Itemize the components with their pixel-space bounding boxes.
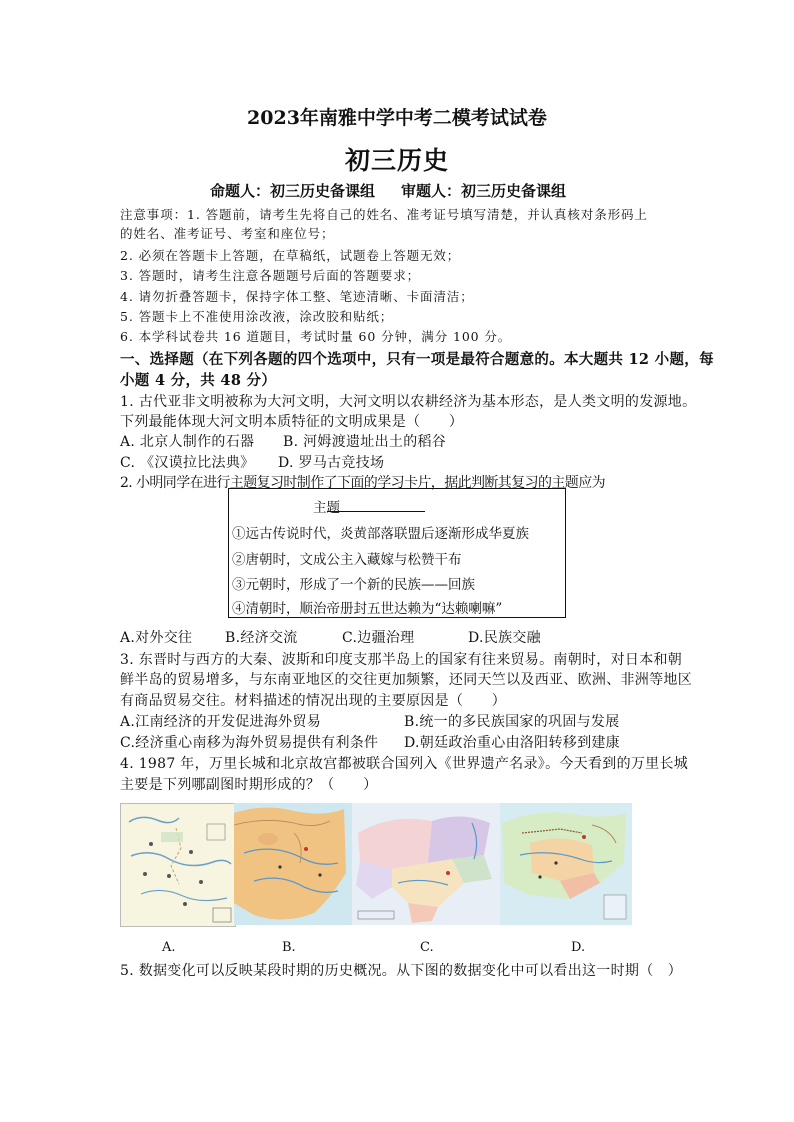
option-a: A. 北京人制作的石器 (120, 434, 255, 450)
question-3-stem: 有商品贸易交往。材料描述的情况出现的主要原因是（ ） (120, 693, 507, 709)
option-b: B.经济交流 (225, 630, 298, 646)
question-4-stem: 主要是下列哪副图时期形成的？（ ） (120, 777, 378, 793)
map-b-image (234, 803, 352, 925)
option-d: D.朝廷政治重心由洛阳转移到建康 (404, 735, 620, 751)
section-heading: 小题 4 分，共 48 分） (120, 372, 277, 389)
question-2-stem: 2. 小明同学在进行主题复习时制作了下面的学习卡片，据此判断其复习的主题应为 (120, 475, 606, 491)
question-1-stem: 下列最能体现大河文明本质特征的文明成果是（ ） (120, 414, 464, 430)
question-3-stem: 鲜半岛的贸易增多，与东南亚地区的交往更加频繁，还同天竺以及西亚、欧洲、非洲等地区 (120, 672, 692, 688)
option-b: B.统一的多民族国家的巩固与发展 (404, 714, 620, 730)
note-line: 4. 请勿折叠答题卡，保持字体工整、笔迹清晰、卡面清洁； (120, 289, 474, 304)
option-c: C.边疆治理 (342, 630, 415, 646)
map-d-image (500, 803, 632, 925)
note-line: 3. 答题时，请考生注意各题题号后面的答题要求； (120, 268, 421, 283)
note-line: 5. 答题卡上不准使用涂改液，涂改胶和贴纸； (120, 309, 394, 324)
author-line (210, 180, 566, 201)
note-line: 6. 本学科试卷共 16 道题目，考试时量 60 分钟，满分 100 分。 (120, 329, 512, 344)
card-topic-label: 主题 (313, 500, 340, 516)
card-item: ①远古传说时代，炎黄部落联盟后逐渐形成华夏族 (232, 526, 529, 542)
option-a: A.对外交往 (120, 630, 193, 646)
map-c-image (352, 803, 500, 925)
study-card (228, 488, 566, 618)
exam-title: 2023年南雅中学中考二模考试试卷 (247, 107, 547, 129)
question-1-stem: 1. 古代亚非文明被称为大河文明，大河文明以农耕经济为基本形态，是人类文明的发源地。 (120, 394, 697, 410)
option-d: D.民族交融 (468, 630, 541, 646)
option-d: D. 罗马古竞技场 (278, 455, 385, 471)
option-c: C.经济重心南移为海外贸易提供有利条件 (120, 735, 379, 751)
note-line: 2. 必须在答题卡上答题，在草稿纸，试题卷上答题无效； (120, 248, 461, 263)
reviewer-label: 审题人：初三历史备课组 (401, 182, 567, 200)
question-5-stem: 5. 数据变化可以反映某段时期的历史概况。从下图的数据变化中可以看出这一时期（ ） (120, 963, 683, 979)
section-heading: 一、选择题（在下列各题的四个选项中，只有一项是最符合题意的。本大题共 12 小题，每 (120, 351, 714, 368)
map-label-a: A. (162, 940, 176, 955)
question-3-stem: 3. 东晋时与西方的大秦、波斯和印度支那半岛上的国家有往来贸易。南朝时，对日本和朝 (120, 652, 683, 668)
card-item: ②唐朝时，文成公主入藏嫁与松赞干布 (232, 552, 462, 568)
map-label-d: D. (571, 940, 586, 955)
option-b: B. 河姆渡遗址出土的稻谷 (283, 434, 447, 450)
exam-subject: 初三历史 (344, 146, 449, 175)
map-label-b: B. (282, 940, 296, 955)
map-label-c: C. (420, 940, 434, 955)
map-a-image (120, 803, 236, 927)
note-line: 的姓名、准考证号、考室和座位号； (120, 226, 335, 241)
setter-label: 命题人：初三历史备课组 (210, 182, 376, 200)
option-c: C. 《汉谟拉比法典》 (120, 455, 255, 471)
card-item: ③元朝时，形成了一个新的民族——回族 (232, 577, 475, 593)
card-item: ④清朝时，顺治帝册封五世达赖为“达赖喇嘛” (232, 601, 503, 617)
question-4-stem: 4. 1987 年，万里长城和北京故宫都被联合国列入《世界遗产名录》。今天看到的万里长城 (120, 756, 689, 772)
option-a: A.江南经济的开发促进海外贸易 (120, 714, 322, 730)
note-line: 注意事项：1. 答题前，请考生先将自己的姓名、准考证号填写清楚，并认真核对条形码上 (120, 207, 648, 222)
topic-blank (327, 511, 425, 512)
